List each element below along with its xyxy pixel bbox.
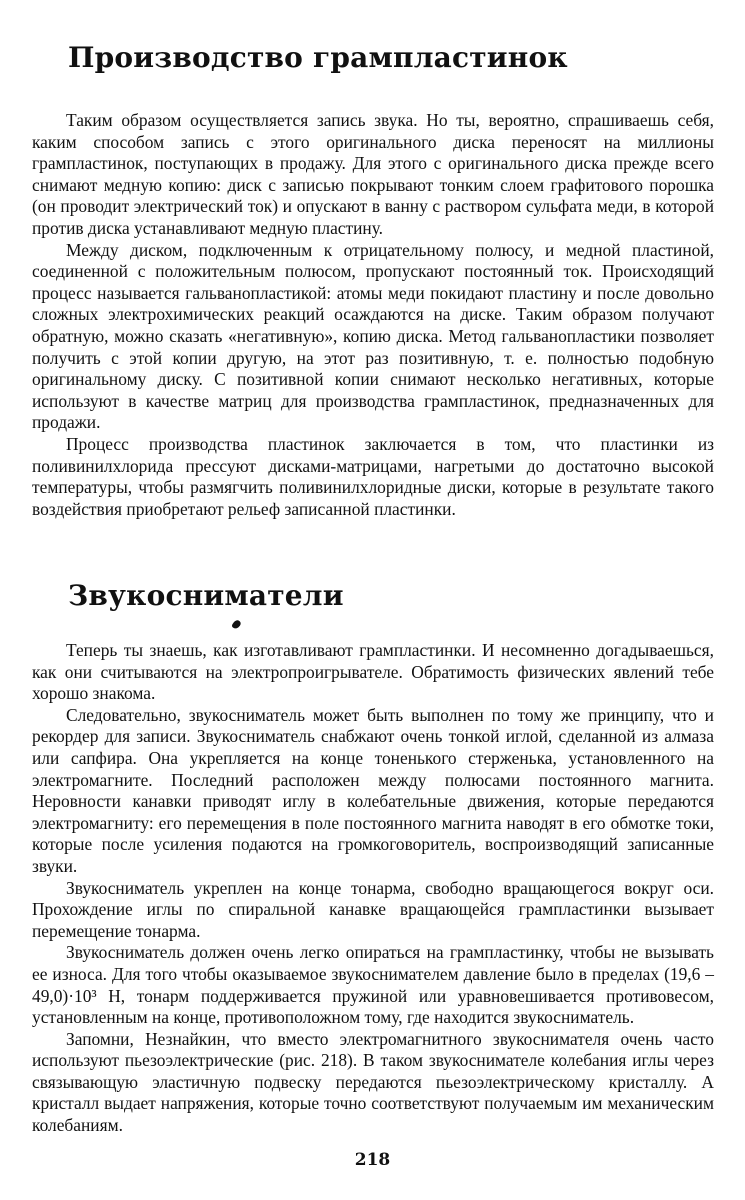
page-number: 218 [354, 1150, 391, 1170]
paragraph: Следовательно, звукосниматель может быть выполнен по тому же принципу, что и рекордер для записи. Звукосниматель снабжают очень тонкой иглой, сделанной из алмаза или сапфира. Она укрепляется на конце тоненького стерженька, установленного на электромагните. Последний расположен между полюсами постоянного магнита. Неровности канавки приводят иглу в колебательные движения, которые передаются электромагниту: его перемещения в поле постоянного магнита наводят в его обмотке токи, которые после усиления подаются на громкоговоритель, воспроизводящий записанные звуки. [32, 704, 714, 876]
paragraph: Таким образом осуществляется запись звука. Но ты, вероятно, спрашиваешь себя, каким способом запись с этого оригинального диска переносят на миллионы грампластинок, поступающих в продажу. Для этого с оригинального диска прежде всего снимают медную копию: диск с записью покрывают тонким слоем графитового порошка (он проводит электрический ток) и опускают в ванну с раствором сульфата меди, в которой против диска устанавливают медную пластину. [32, 110, 714, 238]
paragraph: Запомни, Незнайкин, что вместо электромагнитного звукоснимателя очень часто используют пьезоэлектрические (рис. 218). В таком звукоснимателе колебания иглы через связывающую эластичную подвеску передаются пьезоэлектрическому кристаллу. А кристалл выдает напряжения, которые точно соответствуют получаемым им механическим колебаниям. [32, 1028, 714, 1136]
paragraph: Звукосниматель укреплен на конце тонарма, свободно вращающегося вокруг оси. Прохождение иглы по спиральной канавке вращающейся грампластинки вызывает перемещение тонарма. [32, 877, 714, 941]
section-title-record-production: Производство грампластинок [68, 41, 568, 74]
section-pickups [32, 640, 714, 1137]
paragraph: Теперь ты знаешь, как изготавливают грампластинки. И несомненно догадываешься, как они считываются на электропроигрывателе. Обратимость физических явлений тебе хорошо знакома. [32, 640, 714, 704]
section-title-pickups: Звукосниматели [68, 579, 344, 612]
paragraph: Процесс производства пластинок заключается в том, что пластинки из поливинилхлорида прессуют дисками-матрицами, нагретыми до достаточно высокой температуры, чтобы размягчить поливинилхлоридные диски, которые в результате такого воздействия приобретают рельеф записанной пластинки. [32, 433, 714, 519]
paragraph: Звукосниматель должен очень легко опираться на грампластинку, чтобы не вызывать ее износа. Для того чтобы оказываемое звукоснимателем давление было в пределах (19,6 – 49,0)·10³ Н, тонарм поддерживается пружиной или уравновешивается противовесом, установленным на конце, противоположном тому, где находится звукосниматель. [32, 942, 714, 1028]
paragraph: Между диском, подключенным к отрицательному полюсу, и медной пластиной, соединенной с положительным полюсом, пропускают постоянный ток. Происходящий процесс называется гальванопластикой: атомы меди покидают пластину и после довольно сложных электрохимических реакций осаждаются на диске. Таким образом получают обратную, можно сказать «негативную», копию диска. Метод гальванопластики позволяет получить с этой копии другую, на этот раз позитивную, т. е. полностью подобную оригинальному диску. С позитивной копии снимают несколько негативных, которые используют в качестве матриц для производства грампластинок, предназначенных для продажи. [32, 239, 714, 433]
section-record-production [32, 110, 714, 520]
ink-speck [231, 619, 242, 630]
